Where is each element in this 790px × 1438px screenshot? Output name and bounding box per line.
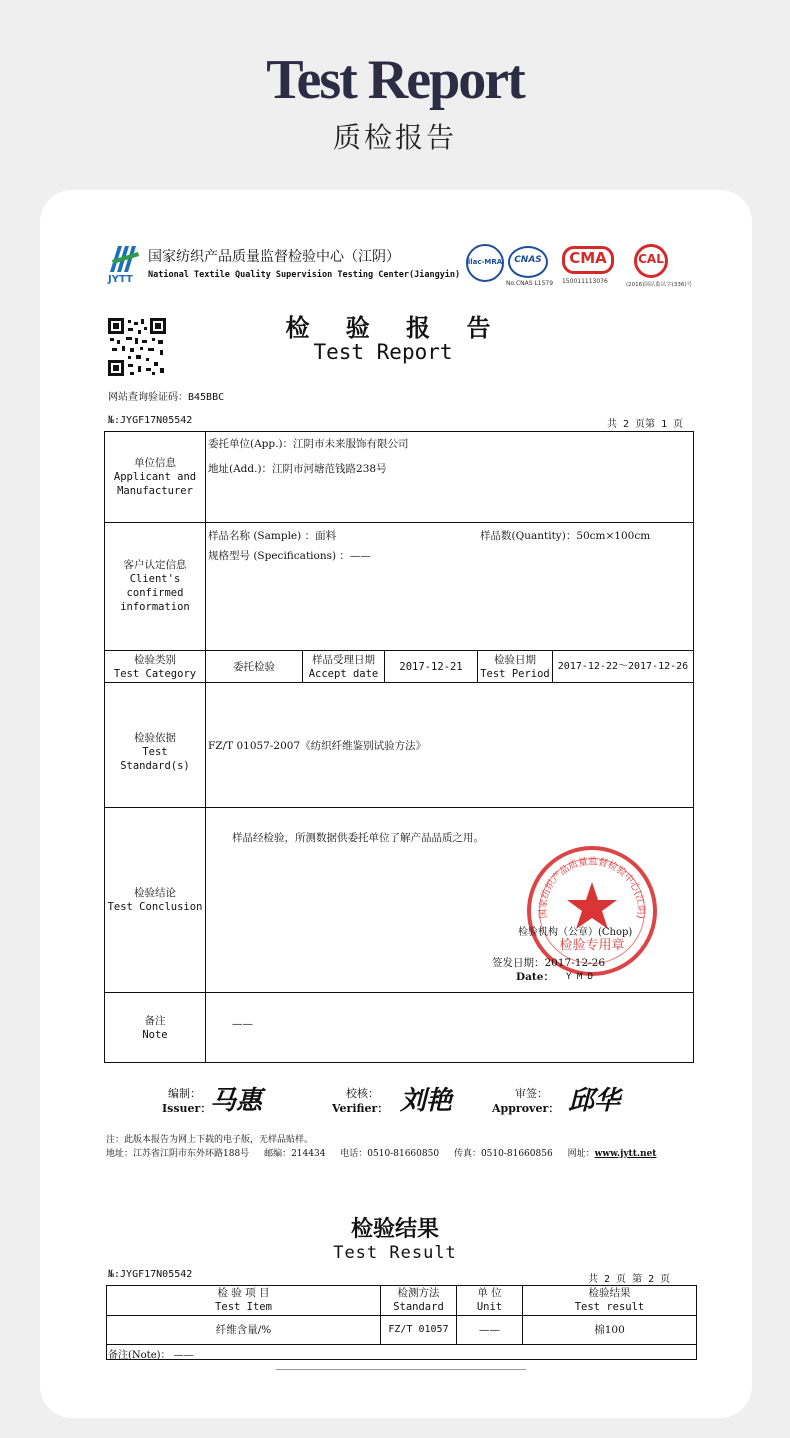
report-number: №:JYGF17N05542 bbox=[108, 415, 193, 426]
issue-date: 签发日期：2017-12-26 bbox=[492, 957, 606, 969]
ilac-logo-label: ilac-MRA bbox=[467, 258, 503, 266]
verifier-signature: 刘艳 bbox=[400, 1086, 453, 1116]
result-row-result: 棉100 bbox=[594, 1324, 625, 1336]
stamp-ring-text: 国家纺织产品质量监督检验中心(江阴) bbox=[537, 856, 647, 920]
stamp-star-icon bbox=[567, 882, 617, 929]
footer-website-link[interactable]: www.jytt.net bbox=[594, 1149, 657, 1159]
verifier-label-en: Verifier： bbox=[332, 1102, 389, 1115]
hero-title: Test Report bbox=[266, 49, 524, 111]
approver-label-zh: 审签： bbox=[515, 1087, 548, 1100]
result-row-item: 纤维含量/% bbox=[215, 1324, 272, 1336]
accept-date-label: 样品受理日期 Accept date bbox=[308, 654, 379, 680]
footer-phone: 电话：0510-81660850 bbox=[340, 1149, 440, 1159]
test-period-label: 检验日期 Test Period bbox=[480, 654, 550, 680]
conclusion-text: 样品经检验，所测数据供委托单位了解产品品质之用。 bbox=[232, 832, 484, 844]
result-page-info: 共 2 页 第 2 页 bbox=[588, 1274, 671, 1285]
footer-website-label: 网址： bbox=[567, 1149, 595, 1159]
result-title-en: Test Result bbox=[333, 1243, 457, 1263]
result-title-zh: 检验结果 bbox=[350, 1216, 439, 1242]
test-conclusion-label: 检验结论 Test Conclusion bbox=[107, 887, 203, 913]
report-title-zh: 检 验 报 告 bbox=[285, 313, 505, 342]
verifier-label-zh: 校核： bbox=[346, 1087, 379, 1100]
test-standard-label: 检验依据 Test Standard(s) bbox=[120, 732, 190, 772]
cal-number: (2016)国认监认字(336)号 bbox=[626, 282, 693, 288]
report-title-en: Test Report bbox=[313, 340, 453, 364]
result-row-standard: FZ/T 01057 bbox=[388, 1324, 449, 1335]
cma-label: CMA bbox=[569, 249, 607, 267]
test-standard-value: FZ/T 01057-2007《纺织纤维鉴别试验方法》 bbox=[208, 740, 427, 752]
address-field: 地址(Add.)：江阴市河塘范钱路238号 bbox=[208, 463, 387, 475]
note-value: —— bbox=[232, 1018, 253, 1030]
bottom-divider bbox=[276, 1369, 526, 1370]
client-info-label: 客户认定信息 Client's confirmed information bbox=[120, 559, 190, 613]
footer-contacts bbox=[106, 1146, 656, 1159]
cma-number: 150011113076 bbox=[562, 278, 608, 285]
issuer-signature: 马惠 bbox=[210, 1086, 263, 1116]
result-report-number: №:JYGF17N05542 bbox=[108, 1269, 193, 1280]
chop-label: 检验机构（公章）(Chop) bbox=[518, 927, 633, 938]
verify-code: 网站查询验证码：B45BBC bbox=[108, 392, 225, 403]
test-category-label: 检验类别 Test Category bbox=[113, 654, 197, 680]
sample-field: 样品名称 (Sample) ：面料 bbox=[208, 530, 337, 542]
org-name-zh: 国家纺织产品质量监督检验中心（江阴） bbox=[148, 249, 400, 265]
jytt-logo-icon bbox=[108, 242, 142, 274]
ymd-label: Y M D bbox=[566, 972, 594, 982]
stamp-bottom-text: 检验专用章 bbox=[559, 938, 625, 953]
cnas-label: CNAS bbox=[514, 255, 542, 265]
test-period-value: 2017-12-22～2017-12-26 bbox=[557, 661, 689, 672]
page-info: 共 2 页第 1 页 bbox=[607, 419, 684, 430]
quantity-field: 样品数(Quantity)：50cm×100cm bbox=[480, 530, 651, 542]
issuer-label-en: Issuer： bbox=[162, 1102, 212, 1115]
result-note: 备注(Note)： —— bbox=[108, 1350, 194, 1361]
result-header-result: 检验结果 Test result bbox=[574, 1287, 645, 1313]
result-header-standard: 检测方法 Standard bbox=[393, 1287, 444, 1313]
accept-date-value: 2017-12-21 bbox=[399, 661, 463, 673]
spec-field: 规格型号 (Specifications) ：—— bbox=[208, 550, 371, 562]
applicant-field: 委托单位(App.)：江阴市未来服饰有限公司 bbox=[208, 438, 409, 450]
note-label: 备注 Note bbox=[142, 1015, 168, 1041]
footer-fax: 传真：0510-81660856 bbox=[453, 1149, 553, 1159]
issuer-label-zh: 编制： bbox=[168, 1087, 201, 1100]
approver-signature: 邱华 bbox=[568, 1086, 621, 1116]
footer-note: 注：此版本报告为网上下载的电子版，无样品贴样。 bbox=[106, 1135, 314, 1145]
test-category-value: 委托检验 bbox=[233, 661, 275, 673]
hero-subtitle: 质检报告 bbox=[332, 121, 457, 154]
result-header-item: 检 验 项 目 Test Item bbox=[215, 1287, 272, 1313]
footer-postcode: 邮编：214434 bbox=[264, 1149, 326, 1159]
footer-address: 地址：江苏省江阴市东外环路188号 bbox=[106, 1149, 250, 1159]
approver-label-en: Approver： bbox=[492, 1102, 560, 1115]
result-row-unit: —— bbox=[479, 1324, 500, 1336]
cal-label: CAL bbox=[638, 252, 664, 266]
cnas-number: No.CNAS L1579 bbox=[506, 280, 554, 287]
date-label: Date： bbox=[516, 971, 554, 983]
result-header-unit: 单 位 Unit bbox=[476, 1287, 503, 1313]
unit-info-label: 单位信息 Applicant and Manufacturer bbox=[113, 457, 197, 497]
org-name-en: National Textile Quality Supervision Testing Center(Jiangyin) bbox=[148, 270, 461, 280]
logo-text: JYTT bbox=[108, 274, 133, 285]
